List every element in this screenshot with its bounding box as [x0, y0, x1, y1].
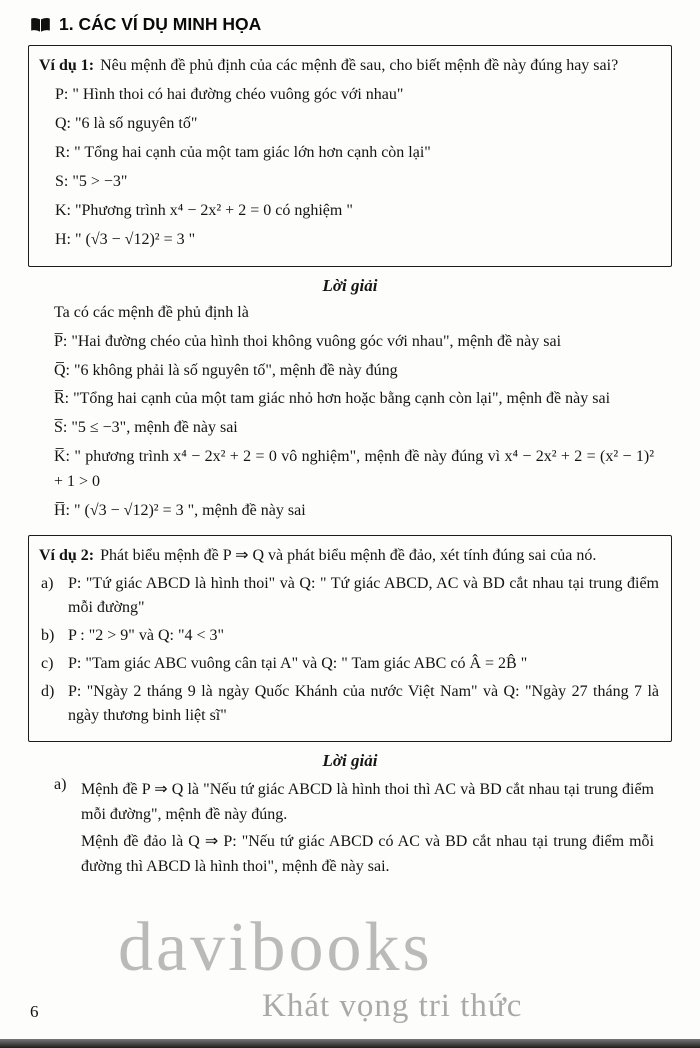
solution2-item-a: [28, 776, 672, 881]
page-bottom-edge: [0, 1039, 700, 1048]
example2-box: [28, 535, 672, 742]
solution2-paragraph-1: Mệnh đề P ⇒ Q là "Nếu tứ giác ABCD là hình thoi thì AC và BD cắt nhau tại trung điểm mỗi đường", mệnh đề này đúng.: [81, 781, 654, 824]
solution2-paragraph-2: Mệnh đề đảo là Q ⇒ P: "Nếu tứ giác ABCD có AC và BD cắt nhau tại trung điểm mỗi đường thì ABCD là hình thoi", mệnh đề này sai.: [81, 832, 654, 875]
watermark-davibooks: davibooks: [118, 909, 433, 986]
item-text: P: "Ngày 2 tháng 9 là ngày Quốc Khánh của nước Việt Nam" và Q: "Ngày 27 tháng 7 là ngày thương binh liệt sĩ": [68, 683, 659, 725]
item-marker: c): [41, 655, 54, 673]
solution2-title: Lời giải: [322, 751, 378, 771]
item-text: P: "Tứ giác ABCD là hình thoi" và Q: " Tứ giác ABCD, AC và BD cắt nhau tại trung điểm mỗi đường": [68, 575, 659, 617]
solution1-title: Lời giải: [322, 276, 378, 295]
item-marker: b): [41, 627, 55, 645]
example2-item-c: [41, 652, 659, 676]
example1-label: Ví dụ 1:: [39, 57, 95, 74]
example1-box: [28, 45, 672, 267]
watermark-slogan: Khát vọng tri thức: [262, 988, 523, 1024]
item-marker: a): [54, 776, 67, 794]
example1-statements: [55, 83, 659, 252]
item-marker: d): [41, 683, 55, 701]
example2-item-d: [41, 680, 659, 728]
statement-r: R: " Tổng hai cạnh của một tam giác lớn hơn cạnh còn lại": [55, 144, 431, 161]
solution1-body: [28, 301, 672, 523]
item-text: P: "Tam giác ABC vuông cân tại A" và Q: " Tam giác ABC có Â = 2B̂ ": [68, 655, 528, 673]
example2-intro-text: Phát biểu mệnh đề P ⇒ Q và phát biểu mệnh đề đảo, xét tính đúng sai của nó.: [100, 547, 597, 565]
statement-p: P: " Hình thoi có hai đường chéo vuông góc với nhau": [55, 86, 404, 103]
item-marker: a): [41, 575, 54, 593]
solution2-text: [81, 776, 654, 881]
negation-r: R̅: "Tổng hai cạnh của một tam giác nhỏ hơn hoặc bằng cạnh còn lại", mệnh đề này sai: [54, 390, 611, 408]
example2-item-a: [41, 572, 659, 620]
example2-label: Ví dụ 2:: [39, 547, 95, 565]
negation-s: S̅: "5 ≤ −3", mệnh đề này sai: [54, 419, 238, 437]
statement-k: K: "Phương trình x⁴ − 2x² + 2 = 0 có nghiệm ": [55, 202, 353, 219]
example2-item-b: [41, 624, 659, 648]
section-title: 1. CÁC VÍ DỤ MINH HỌA: [59, 14, 262, 34]
negation-q: Q̅: "6 không phải là số nguyên tố", mệnh đề này đúng: [54, 361, 398, 379]
example1-intro-text: Nêu mệnh đề phủ định của các mệnh đề sau, cho biết mệnh đề này đúng hay sai?: [100, 57, 619, 74]
statement-s: S: "5 > −3": [55, 173, 128, 190]
negation-k: K̅: " phương trình x⁴ − 2x² + 2 = 0 vô nghiệm", mệnh đề này đúng vì x⁴ − 2x² + 2 = (x² − 1)² + 1 > 0: [54, 447, 654, 490]
page-number: 6: [30, 1002, 39, 1021]
item-text: P : "2 > 9" và Q: "4 < 3": [68, 627, 225, 645]
statement-q: Q: "6 là số nguyên tố": [55, 115, 198, 132]
section-header: [30, 14, 672, 35]
example2-items: [41, 572, 659, 728]
example1-intro-row: [39, 54, 659, 78]
negation-h: H̅: " (√3 − √12)² = 3 ", mệnh đề này sai: [54, 501, 306, 519]
solution1-intro: Ta có các mệnh đề phủ định là: [54, 304, 249, 321]
negation-p: P̅: "Hai đường chéo của hình thoi không vuông góc với nhau", mệnh đề này sai: [54, 332, 562, 350]
example2-intro-row: [39, 544, 659, 568]
statement-h: H: " (√3 − √12)² = 3 ": [55, 231, 196, 248]
book-icon: [30, 17, 51, 33]
